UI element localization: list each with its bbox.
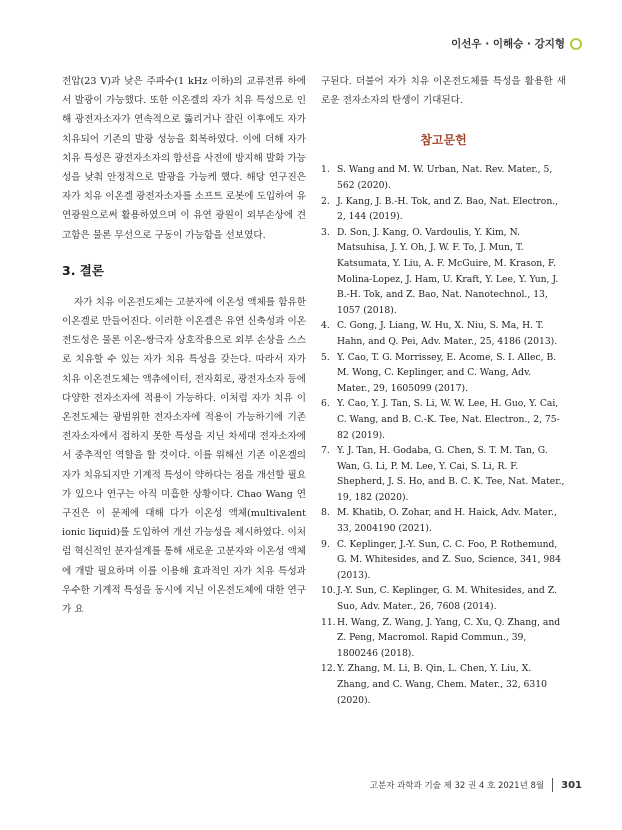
reference-item (321, 537, 566, 584)
reference-text: Y. Cao, T. G. Morrissey, E. Acome, S. I. Allec, B. M. Wong, C. Keplinger, and C. Wang, Adv. Mater., 29, 1605099 (2017). (337, 351, 557, 394)
reference-text: D. Son, J. Kang, O. Vardoulis, Y. Kim, N. Matsuhisa, J. Y. Oh, J. W. F. To, J. Mun, T. Katsumata, Y. Liu, A. F. McGuire, M. Krason, F. Molina-Lopez, J. Ham, U. Kraft, Y. Lee, Y. Yun, J. B.-H. Tok, and Z. Bao, Nat. Nanotechnol., 13, 1057 (2018). (337, 226, 559, 316)
reference-text: J. Kang, J. B.-H. Tok, and Z. Bao, Nat. Electron., 2, 144 (2019). (337, 195, 559, 223)
reference-item (321, 396, 566, 443)
reference-item (321, 661, 566, 708)
footer-journal: 고분자 과학과 기술 제 32 권 4 호 2021년 8월 (369, 781, 545, 791)
page-header (451, 36, 582, 51)
reference-item (321, 318, 566, 349)
reference-number: 11. (321, 616, 336, 628)
reference-number: 2. (321, 195, 330, 207)
reference-item (321, 194, 566, 225)
reference-item (321, 583, 566, 614)
reference-number: 1. (321, 164, 330, 176)
reference-item (321, 350, 566, 397)
references-title: 참고문헌 (420, 133, 467, 148)
right-column (321, 72, 566, 708)
reference-number: 8. (321, 507, 330, 519)
reference-number: 9. (321, 538, 330, 550)
section-title-conclusion: 3. 결론 (62, 262, 104, 278)
body-paragraph-1: 전압(23 V)과 낮은 주파수(1 kHz 이하)의 교류전류 하에서 발광이 가능했다. 또한 이온겔의 자가 치유 특성으로 인해 광전자소자가 연속적으로 뚫리거나 잘린 이후에도 자가 치유되어 기존의 발광 성능을 회복하였다. 이에 더해 자가 치유 특성은 광전자소자의 합선을 사전에 방지해 발화 가능성을 낮춰 안정적으로 발광을 가능케 했다. 해당 연구진은 자가 치유 이온겔 광전자소자를 소프트 로봇에 도입하여 유연광원으로써 활용하였으며 이 유연 광원이 외부손상에 견고함은 물론 무선으로 구동이 가능함을 선보였다. (62, 76, 306, 241)
reference-number: 7. (321, 445, 330, 457)
reference-item (321, 162, 566, 193)
reference-item (321, 505, 566, 536)
reference-number: 12. (321, 663, 336, 675)
reference-text: Y. Cao, Y. J. Tan, S. Li, W. W. Lee, H. Guo, Y. Cai, C. Wang, and B. C.-K. Tee, Nat. Electron., 2, 75-82 (2019). (337, 398, 560, 441)
reference-number: 3. (321, 226, 330, 238)
reference-text: Y. J. Tan, H. Godaba, G. Chen, S. T. M. Tan, G. Wan, G. Li, P. M. Lee, Y. Cai, S. Li, R. F. Shepherd, J. S. Ho, and B. C. K. Tee, Nat. Mater., 19, 182 (2020). (337, 445, 565, 503)
left-column (62, 72, 306, 619)
footer-divider (552, 778, 553, 792)
reference-text: Y. Zhang, M. Li, B. Qin, L. Chen, Y. Liu, X. Zhang, and C. Wang, Chem. Mater., 32, 6310 (2020). (337, 663, 547, 706)
reference-text: J.-Y. Sun, C. Keplinger, G. M. Whitesides, and Z. Suo, Adv. Mater., 26, 7608 (2014). (337, 585, 557, 613)
reference-item (321, 225, 566, 319)
references-list (321, 162, 566, 708)
circle-logo-icon (570, 38, 582, 50)
reference-number: 6. (321, 398, 330, 410)
header-authors: 이선우 · 이해승 · 강지형 (451, 38, 565, 50)
body-paragraph-2: 자가 치유 이온전도체는 고분자에 이온성 액체를 함유한 이온겔로 만들어진다. 이러한 이온겔은 유연 신축성과 이온전도성은 물론 이온-쌍극자 상호작용으로 외부 손상을 스스로 치유할 수 있는 자가 치유 특성을 갖는다. 따라서 자가 치유 이온전도체는 액츄에이터, 전자회로, 광전자소자 등에 다양한 전자소자에 적용이 가능하다. 이처럼 자가 치유 이온전도체는 광범위한 전자소자에 적용이 가능하기에 기존 전자소자에서 접하지 못한 특성을 지닌 차세대 전자소자에서 중추적인 역할을 할 것이다. 이를 위해선 기존 이온겔의 자가 치유되지만 기계적 특성이 약하다는 점을 개선할 필요가 있으나 연구는 아직 미흡한 상황이다. Chao Wang 연구진은 이 문제에 대해 다가 이온성 액체(multivalent ionic liquid)를 도입하여 개선 가능성을 제시하였다. 이처럼 혁신적인 분자설계를 통해 새로운 고분자와 이온성 액체에 개발 필요하며 이를 이용해 효과적인 자가 치유 특성과 우수한 기계적 특성을 동시에 지닌 이온전도체에 대한 연구가 요 (62, 296, 306, 616)
reference-number: 5. (321, 351, 330, 363)
reference-item (321, 615, 566, 662)
reference-text: C. Gong, J. Liang, W. Hu, X. Niu, S. Ma, H. T. Hahn, and Q. Pei, Adv. Mater., 25, 4186 (2013). (337, 320, 558, 347)
body-paragraph-3: 구된다. 더불어 자가 치유 이온전도체를 특성을 활용한 새로운 전자소자의 탄생이 기대된다. (321, 76, 566, 107)
reference-number: 4. (321, 320, 330, 332)
reference-text: C. Keplinger, J.-Y. Sun, C. C. Foo, P. Rothemund, G. M. Whitesides, and Z. Suo, Science, 341, 984 (2013). (337, 538, 561, 581)
page-footer (370, 778, 582, 792)
reference-text: S. Wang and M. W. Urban, Nat. Rev. Mater., 5, 562 (2020). (337, 164, 553, 191)
reference-item (321, 443, 566, 505)
reference-text: H. Wang, Z. Wang, J. Yang, C. Xu, Q. Zhang, and Z. Peng, Macromol. Rapid Commun., 39, 1800246 (2018). (337, 616, 561, 659)
page-number: 301 (561, 779, 582, 791)
reference-text: M. Khatib, O. Zohar, and H. Haick, Adv. Mater., 33, 2004190 (2021). (337, 507, 557, 535)
reference-number: 10. (321, 585, 336, 597)
